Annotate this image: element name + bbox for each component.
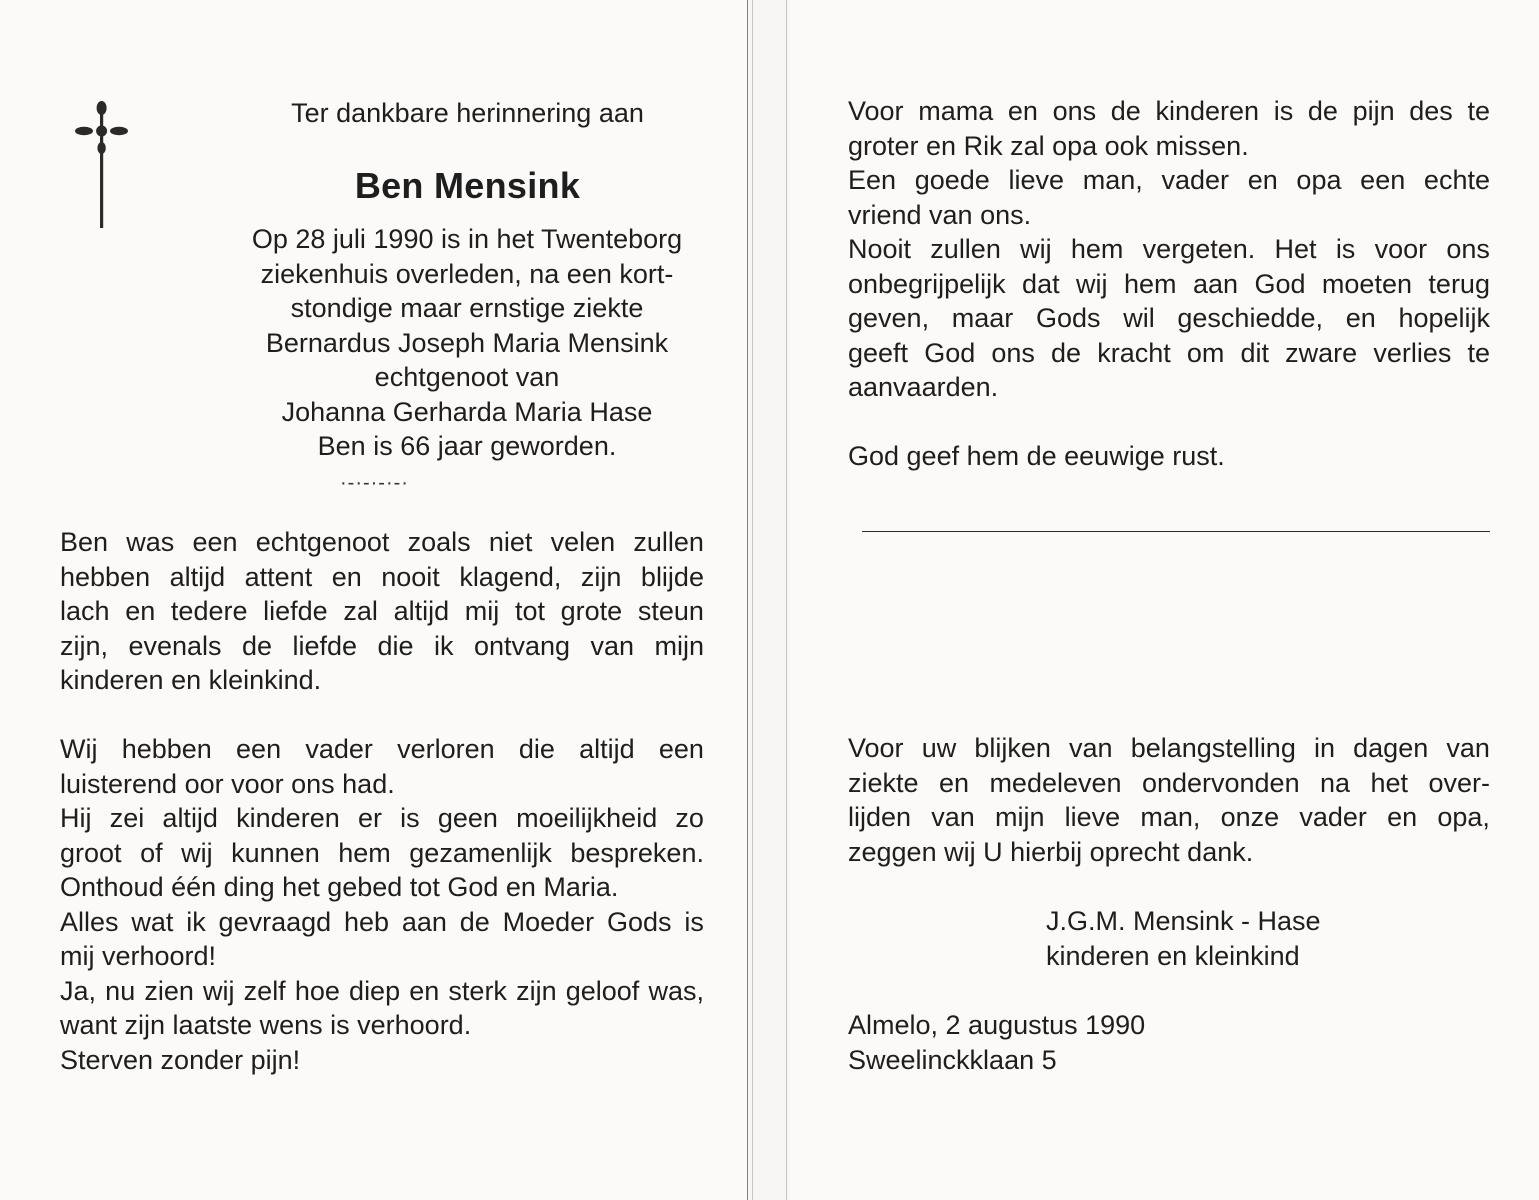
text-line xyxy=(60,836,704,871)
word: mijn xyxy=(994,802,1045,832)
word: is xyxy=(400,803,420,833)
word: ontvang xyxy=(473,630,571,661)
word: hem xyxy=(1070,234,1124,264)
announcement-line: Ben is 66 jaar geworden. xyxy=(317,431,617,461)
intro-line: Ter dankbare herinnering aan xyxy=(291,98,644,128)
word: echtgenoot xyxy=(255,527,390,557)
word: nu xyxy=(105,975,136,1006)
word: Ben xyxy=(60,527,109,557)
word: te xyxy=(1467,337,1490,368)
text-line: want zijn laatste wens is verhoord. xyxy=(60,1010,472,1040)
word: kunnen xyxy=(231,837,320,868)
word: hem xyxy=(1123,268,1177,299)
word: ons xyxy=(1052,96,1097,126)
word: kinderen xyxy=(1155,96,1260,126)
text-line xyxy=(60,629,704,664)
text-line: kinderen en kleinkind. xyxy=(60,665,322,695)
word: heb xyxy=(343,906,390,937)
word: evenals xyxy=(128,630,222,661)
word: pijn xyxy=(1352,96,1395,126)
word: opa, xyxy=(1437,802,1490,832)
word: zijn, xyxy=(60,630,109,661)
word: geven, xyxy=(848,303,930,333)
word: en xyxy=(409,975,440,1006)
word: de xyxy=(1307,96,1338,126)
text-line: aanvaarden. xyxy=(848,372,999,402)
word: steun xyxy=(637,596,704,626)
word: hem xyxy=(338,837,391,868)
word: hopelijk xyxy=(1398,303,1490,333)
word: Alles xyxy=(60,906,119,937)
word: is xyxy=(1273,96,1294,126)
word: blijken xyxy=(974,733,1051,763)
word: lieve xyxy=(1008,165,1065,195)
word: moeten xyxy=(1321,268,1412,299)
word: wil xyxy=(1123,303,1155,333)
word: ons xyxy=(991,337,1035,368)
place-date: Almelo, 2 augustus 1990 xyxy=(848,1010,1146,1040)
word: het xyxy=(1370,767,1409,798)
word: mij xyxy=(464,596,500,626)
word: onze xyxy=(1220,802,1280,832)
word: wij xyxy=(1020,234,1052,264)
word: dagen xyxy=(1353,733,1429,763)
word: mijn xyxy=(654,630,704,661)
word: Ja, xyxy=(60,975,97,1006)
word: en xyxy=(125,596,156,626)
word: of xyxy=(140,837,163,868)
word: over- xyxy=(1428,767,1490,798)
word: kinderen xyxy=(236,803,340,833)
text-line: God geef hem de eeuwige rust. xyxy=(848,441,1225,471)
word: zei xyxy=(109,803,145,833)
signature-name: J.G.M. Mensink - Hase xyxy=(1046,906,1321,936)
word: gezamenlijk xyxy=(409,837,552,868)
word: en xyxy=(938,767,970,798)
word: en xyxy=(1247,165,1278,195)
word: God xyxy=(1254,268,1306,299)
text-line: mij verhoord! xyxy=(60,941,217,971)
word: dit xyxy=(1240,337,1270,368)
word: hebben xyxy=(121,734,212,764)
word: ziekte xyxy=(848,767,919,798)
announcement-line: Johanna Gerharda Maria Hase xyxy=(281,396,653,427)
memorial-paragraph-2 xyxy=(60,732,704,1077)
word: diep xyxy=(349,975,401,1006)
word: zijn xyxy=(516,975,557,1006)
word: verloren xyxy=(397,734,495,764)
word: ons xyxy=(1446,234,1490,264)
word: des xyxy=(1409,96,1453,126)
word: is xyxy=(1335,234,1356,264)
text-line xyxy=(60,905,704,940)
text-line xyxy=(848,267,1490,302)
fold-edge-line xyxy=(747,0,748,1200)
word: en xyxy=(1345,303,1376,333)
announcement-line: Op 28 juli 1990 is in het Twenteborg xyxy=(251,224,683,254)
word: ik xyxy=(186,906,206,937)
signature-block xyxy=(1046,904,1321,973)
word: vergeten. xyxy=(1142,234,1256,264)
fold-edge-line xyxy=(752,0,753,1200)
word: uw xyxy=(921,733,957,763)
word: Gods xyxy=(1035,303,1101,333)
fold-edge-line xyxy=(786,0,787,1200)
word: wij xyxy=(181,837,213,868)
word: aan xyxy=(1192,268,1238,299)
text-line xyxy=(848,301,1490,336)
word: klagend, xyxy=(459,561,562,592)
word: nooit xyxy=(381,561,440,592)
word: te xyxy=(1467,96,1490,126)
word: zelf xyxy=(243,975,286,1006)
word: attent xyxy=(244,561,313,592)
divider-rule xyxy=(862,531,1490,532)
text-line xyxy=(60,560,704,595)
word: de xyxy=(1051,337,1082,368)
word: van xyxy=(1446,733,1490,763)
word: wij xyxy=(1076,268,1108,299)
word: zware xyxy=(1285,337,1358,368)
word: en xyxy=(1007,96,1038,126)
word: zoals xyxy=(407,527,471,557)
word: man, xyxy=(1082,165,1143,195)
word: Wij xyxy=(60,734,98,764)
word: ondervonden xyxy=(1141,767,1300,798)
word: de xyxy=(242,630,273,661)
word: een xyxy=(658,734,704,764)
word: velen xyxy=(550,527,616,557)
word: lach xyxy=(60,596,110,626)
word: die xyxy=(377,630,414,661)
word: dat xyxy=(1022,268,1060,299)
thanks-paragraph xyxy=(848,731,1490,869)
text-line xyxy=(60,525,704,560)
text-line xyxy=(60,594,704,629)
word: hebben xyxy=(60,561,151,592)
word: en xyxy=(331,561,362,592)
word: wat xyxy=(131,906,174,937)
word: moeilijkheid xyxy=(516,803,658,833)
word: groot xyxy=(60,837,122,868)
word: een xyxy=(192,527,238,557)
word: opa xyxy=(1296,165,1342,195)
word: zullen xyxy=(633,527,704,557)
word: was, xyxy=(648,975,704,1006)
word: en xyxy=(1387,802,1418,832)
word: geloof xyxy=(565,975,640,1006)
word: om xyxy=(1186,337,1225,368)
word: tedere xyxy=(170,596,248,626)
signature-family: kinderen en kleinkind xyxy=(1046,940,1300,971)
word: Moeder xyxy=(502,906,595,937)
word: er xyxy=(357,803,382,833)
word: Een xyxy=(848,165,897,195)
text-line: Sterven zonder pijn! xyxy=(60,1044,301,1075)
word: medeleven xyxy=(989,767,1122,798)
word: vader xyxy=(1161,165,1229,195)
word: Voor xyxy=(848,733,904,763)
word: altijd xyxy=(393,596,450,626)
word: echte xyxy=(1423,165,1490,195)
announcement-block xyxy=(228,222,706,464)
word: maar xyxy=(951,303,1014,333)
word: die xyxy=(518,734,555,764)
prayer-line xyxy=(848,439,1490,474)
word: een xyxy=(236,734,282,764)
word: Het xyxy=(1274,234,1317,264)
text-line xyxy=(848,766,1490,801)
text-line xyxy=(60,732,704,767)
text-line: Onthoud één ding het gebed tot God en Maria. xyxy=(60,872,619,902)
word: altijd xyxy=(169,561,226,592)
word: altijd xyxy=(162,803,218,833)
word: voor xyxy=(1374,234,1428,264)
word: de xyxy=(1110,96,1141,126)
word: aan xyxy=(401,906,447,937)
text-line xyxy=(60,801,704,836)
word: in xyxy=(1313,733,1335,763)
word: geeft xyxy=(848,337,909,368)
word: mama xyxy=(918,96,994,126)
word: lieve xyxy=(1064,802,1121,832)
text-line xyxy=(848,94,1490,129)
word: niet xyxy=(488,527,533,557)
word: liefde xyxy=(263,596,328,626)
word: blijde xyxy=(640,561,704,592)
word: lijden xyxy=(848,802,912,832)
announcement-line: echtgenoot van xyxy=(374,362,560,392)
word: verlies xyxy=(1373,337,1452,368)
word: zullen xyxy=(930,234,1001,264)
word: liefde xyxy=(292,630,358,661)
text-line: vriend van ons. xyxy=(848,199,1032,230)
word: geschiedde, xyxy=(1177,303,1324,333)
word: belangstelling xyxy=(1130,733,1296,763)
word: God xyxy=(924,337,976,368)
text-line xyxy=(848,163,1490,198)
text-line xyxy=(848,232,1490,267)
cross-icon xyxy=(74,100,130,230)
text-line: luisterend oor voor ons had. xyxy=(60,768,395,799)
word: gevraagd xyxy=(218,906,332,937)
word: geen xyxy=(437,803,498,833)
word: terug xyxy=(1428,268,1490,299)
family-paragraph xyxy=(848,94,1490,405)
word: Gods xyxy=(607,906,672,937)
card-fold xyxy=(748,0,790,1200)
deceased-name: Ben Mensink xyxy=(354,165,581,206)
word: grote xyxy=(560,596,623,626)
word: man, xyxy=(1140,802,1201,832)
word: hoe xyxy=(294,975,340,1006)
word: vader xyxy=(305,734,373,764)
word: Voor xyxy=(848,96,904,126)
text-line xyxy=(848,731,1490,766)
announcement-line: stondige maar ernstige ziekte xyxy=(290,293,644,323)
announcement-line: Bernardus Joseph Maria Mensink xyxy=(265,327,669,358)
word: sterk xyxy=(448,975,507,1006)
word: goede xyxy=(914,165,990,195)
word: de xyxy=(459,906,490,937)
word: tot xyxy=(514,596,545,626)
word: is xyxy=(684,906,704,937)
place-date-block xyxy=(848,1008,1145,1077)
text-line xyxy=(848,336,1490,371)
word: zal xyxy=(343,596,378,626)
text-line: groter en Rik zal opa ook missen. xyxy=(848,130,1249,161)
word: kracht xyxy=(1097,337,1171,368)
word: wij xyxy=(203,975,235,1006)
text-line xyxy=(848,800,1490,835)
address: Sweelinckklaan 5 xyxy=(848,1044,1057,1075)
word: was xyxy=(126,527,175,557)
word: ik xyxy=(433,630,454,661)
text-line xyxy=(60,974,704,1009)
word: van xyxy=(590,630,635,661)
word: van xyxy=(1069,733,1113,763)
word: een xyxy=(1360,165,1406,195)
word: altijd xyxy=(579,734,635,764)
word: vader xyxy=(1299,802,1367,832)
word: zo xyxy=(675,803,704,833)
word: van xyxy=(931,802,975,832)
word: na xyxy=(1320,767,1351,798)
separator-dots: ·-·-·-·-· xyxy=(340,472,409,494)
word: Hij xyxy=(60,803,92,833)
word: onbegrijpelijk xyxy=(848,268,1006,299)
word: zijn xyxy=(580,561,622,592)
memorial-paragraph-1 xyxy=(60,525,704,698)
word: zien xyxy=(144,975,194,1006)
word: bespreken. xyxy=(570,837,704,868)
word: Nooit xyxy=(848,234,912,264)
text-line: zeggen wij U hierbij oprecht dank. xyxy=(848,836,1254,867)
announcement-line: ziekenhuis overleden, na een kort- xyxy=(260,258,674,289)
